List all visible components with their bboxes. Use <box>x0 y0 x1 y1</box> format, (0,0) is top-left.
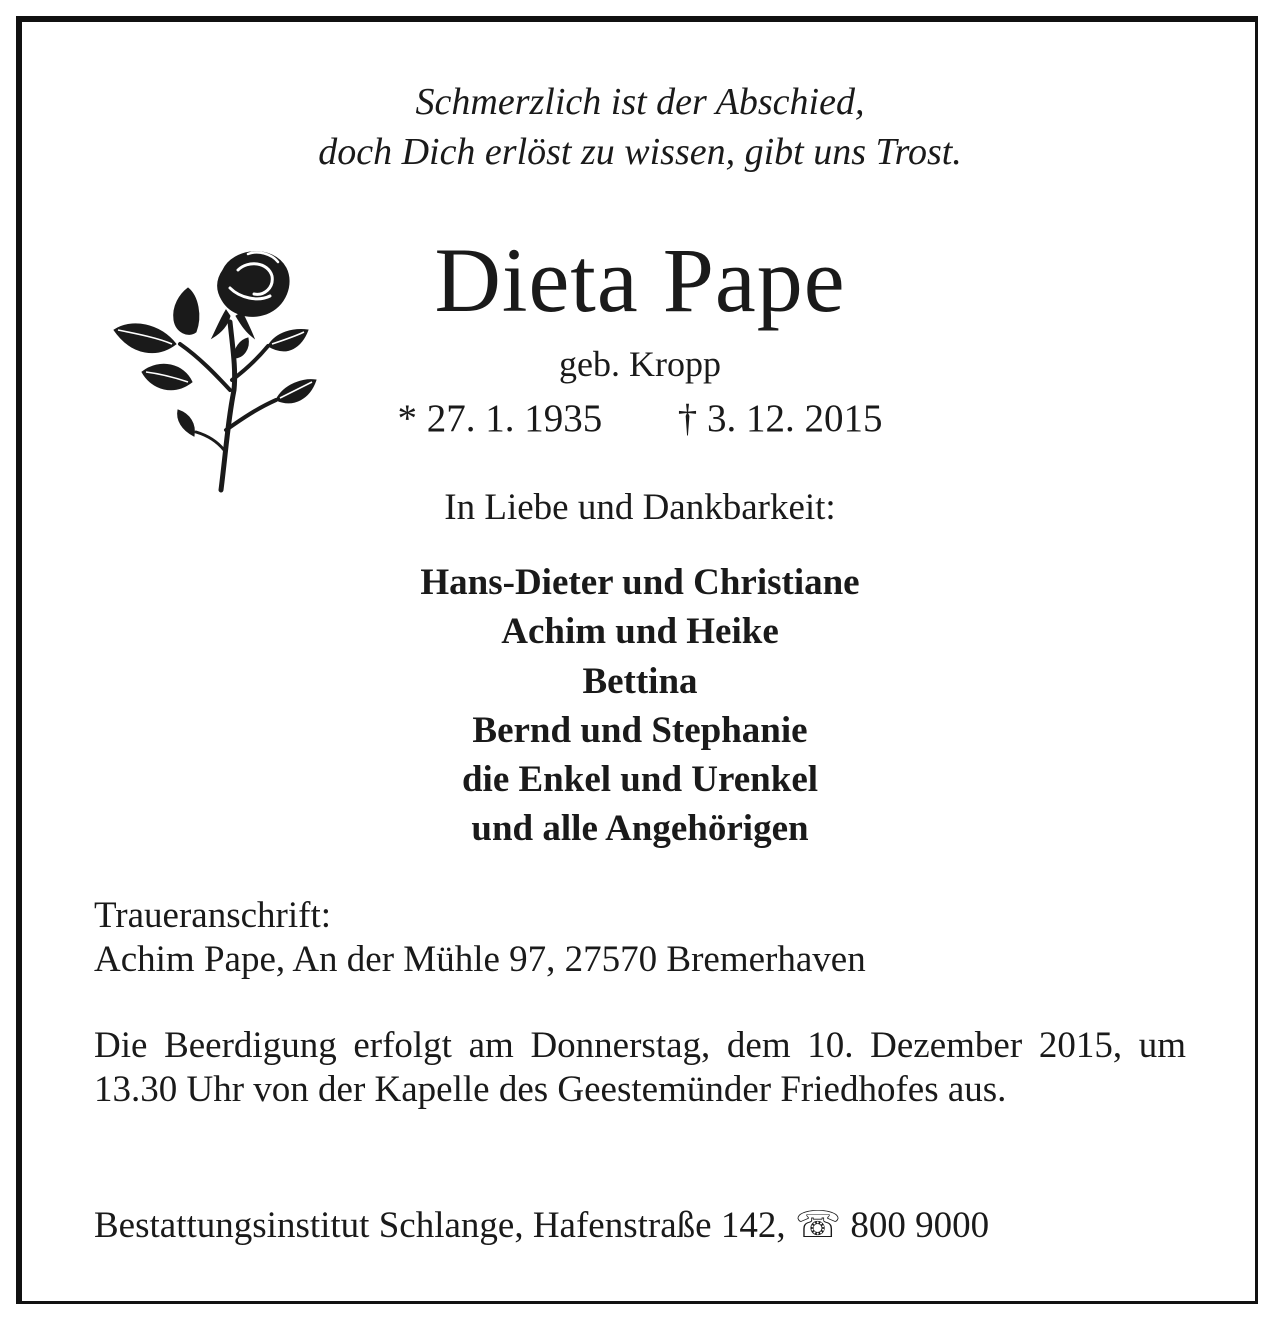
undertaker-info: Bestattungsinstitut Schlange, Hafenstraße 142, ☏ 800 9000 <box>94 1205 990 1246</box>
mourner-line: die Enkel und Urenkel <box>461 759 819 801</box>
life-dates <box>0 396 1280 442</box>
mourner-line: Achim und Heike <box>501 611 779 653</box>
address-label: Traueranschrift: <box>94 895 332 936</box>
address-value: Achim Pape, An der Mühle 97, 27570 Bremerhaven <box>94 939 866 980</box>
dedication: In Liebe und Dankbarkeit: <box>444 487 836 528</box>
mourners-list <box>0 558 1280 854</box>
birth-date: * 27. 1. 1935 <box>397 397 603 440</box>
motto-line-1: Schmerzlich ist der Abschied, <box>415 81 865 123</box>
mourner-line: Bettina <box>582 660 698 702</box>
funeral-notice: Die Beerdigung erfolgt am Donnerstag, dem 10. Dezember 2015, um 13.30 Uhr von der Kapelle des Geestemünder Friedhofes aus. <box>94 1025 1186 1110</box>
deceased-name: Dieta Pape <box>434 229 846 331</box>
birth-name: geb. Kropp <box>559 344 721 384</box>
mourner-line: Hans-Dieter und Christiane <box>420 562 860 603</box>
mourner-line: und alle Angehörigen <box>471 808 809 850</box>
mourner-line: Bernd und Stephanie <box>472 709 808 751</box>
death-date: † 3. 12. 2015 <box>677 397 883 440</box>
motto-line-2: doch Dich erlöst zu wissen, gibt uns Trost. <box>318 131 962 173</box>
